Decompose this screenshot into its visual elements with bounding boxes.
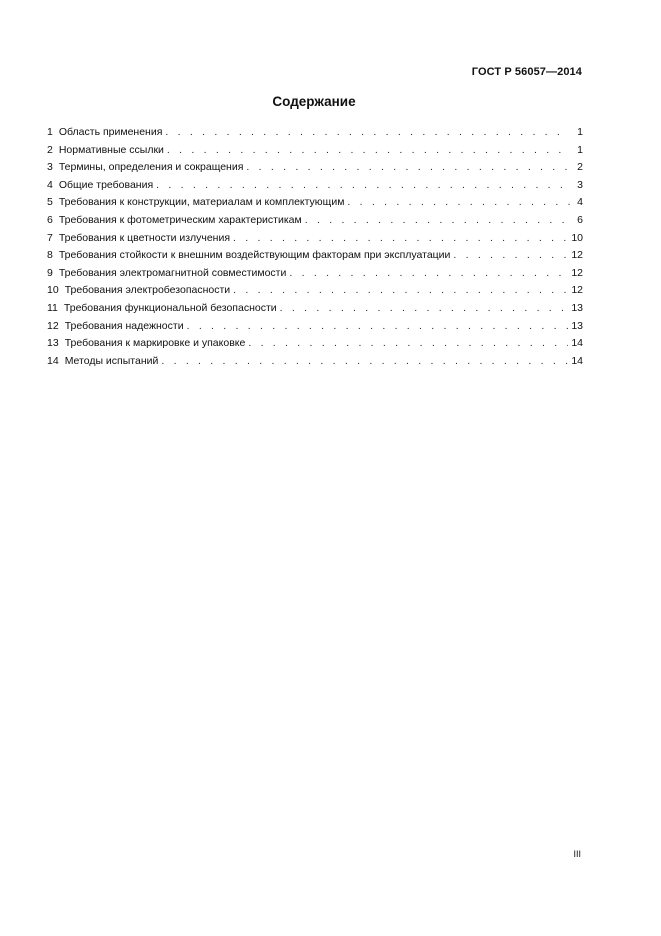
toc-entry-number: 8 xyxy=(47,249,53,262)
toc-entry-number: 10 xyxy=(47,284,59,297)
toc-entry-number: 12 xyxy=(47,319,59,332)
toc-entry-page: 13 xyxy=(571,319,583,332)
toc-entry-page: 3 xyxy=(577,178,583,191)
toc-entry-page: 12 xyxy=(571,266,583,279)
toc-dot-leader xyxy=(246,161,570,173)
toc-entry-number: 5 xyxy=(47,196,53,209)
toc-dot-leader xyxy=(347,196,570,208)
toc-entry-5[interactable] xyxy=(47,196,583,214)
standard-number: ГОСТ Р 56057—2014 xyxy=(471,66,582,78)
toc-dot-leader xyxy=(165,126,570,138)
toc-dot-leader xyxy=(161,355,568,367)
toc-entry-label: Термины, определения и сокращения xyxy=(58,161,244,174)
toc-entry-label: Требования электромагнитной совместимости xyxy=(58,266,287,279)
toc-entry-1[interactable] xyxy=(47,126,583,144)
toc-dot-leader xyxy=(289,267,568,279)
toc-entry-page: 4 xyxy=(577,196,583,209)
toc-entry-page: 6 xyxy=(577,213,583,226)
toc-entry-label: Общие требования xyxy=(58,178,154,191)
toc-dot-leader xyxy=(453,249,568,261)
toc-entry-label: Нормативные ссылки xyxy=(58,143,164,156)
toc-entry-label: Требования стойкости к внешним воздействующим факторам при эксплуатации xyxy=(58,249,451,262)
toc-entry-2[interactable] xyxy=(47,144,583,162)
toc-entry-12[interactable] xyxy=(47,320,583,338)
toc-entry-10[interactable] xyxy=(47,284,583,302)
toc-dot-leader xyxy=(187,320,569,332)
toc-entry-number: 11 xyxy=(47,301,58,314)
toc-entry-label: Требования функциональной безопасности xyxy=(63,301,277,314)
toc-title: Содержание xyxy=(272,94,356,109)
toc-entry-number: 4 xyxy=(47,178,53,191)
toc-entry-number: 14 xyxy=(47,354,59,367)
toc-dot-leader xyxy=(233,284,568,296)
toc-entry-7[interactable] xyxy=(47,232,583,250)
toc-dot-leader xyxy=(248,337,568,349)
toc-entry-14[interactable] xyxy=(47,355,583,373)
toc-dot-leader xyxy=(305,214,570,226)
toc-entry-label: Требования электробезопасности xyxy=(64,284,231,297)
toc-entry-label: Требования к конструкции, материалам и комплектующим xyxy=(58,196,345,209)
toc-entry-13[interactable] xyxy=(47,337,583,355)
toc-entry-3[interactable] xyxy=(47,161,583,179)
toc-dot-leader xyxy=(233,232,568,244)
toc-entry-page: 12 xyxy=(571,249,583,262)
toc-entry-page: 10 xyxy=(571,231,583,244)
toc-entry-number: 3 xyxy=(47,161,53,174)
toc-entry-label: Требования к фотометрическим характеристикам xyxy=(58,213,302,226)
toc-entry-label: Требования к цветности излучения xyxy=(58,231,231,244)
toc-entry-9[interactable] xyxy=(47,267,583,285)
toc-dot-leader xyxy=(280,302,569,314)
toc-entry-label: Область применения xyxy=(58,126,163,138)
toc-entry-8[interactable] xyxy=(47,249,583,267)
toc-entry-page: 1 xyxy=(577,126,583,138)
toc-entry-number: 2 xyxy=(47,143,53,156)
toc-entry-number: 7 xyxy=(47,231,53,244)
toc-entry-page: 12 xyxy=(571,284,583,297)
toc-dot-leader xyxy=(167,144,570,156)
toc-entry-page: 2 xyxy=(577,161,583,174)
toc-dot-leader xyxy=(156,179,570,191)
toc-entry-label: Требования надежности xyxy=(64,319,184,332)
table-of-contents xyxy=(47,126,583,372)
toc-entry-number: 9 xyxy=(47,266,53,279)
toc-entry-number: 13 xyxy=(47,337,59,350)
toc-entry-6[interactable] xyxy=(47,214,583,232)
toc-entry-label: Требования к маркировке и упаковке xyxy=(64,337,246,350)
toc-entry-number: 1 xyxy=(47,126,53,138)
toc-entry-number: 6 xyxy=(47,213,53,226)
toc-entry-page: 14 xyxy=(571,337,583,350)
toc-entry-page: 1 xyxy=(577,143,583,156)
toc-entry-page: 13 xyxy=(571,301,583,314)
toc-entry-11[interactable] xyxy=(47,302,583,320)
toc-entry-page: 14 xyxy=(571,354,583,367)
page-number: III xyxy=(573,849,581,859)
toc-entry-4[interactable] xyxy=(47,179,583,197)
toc-entry-label: Методы испытаний xyxy=(64,354,159,367)
